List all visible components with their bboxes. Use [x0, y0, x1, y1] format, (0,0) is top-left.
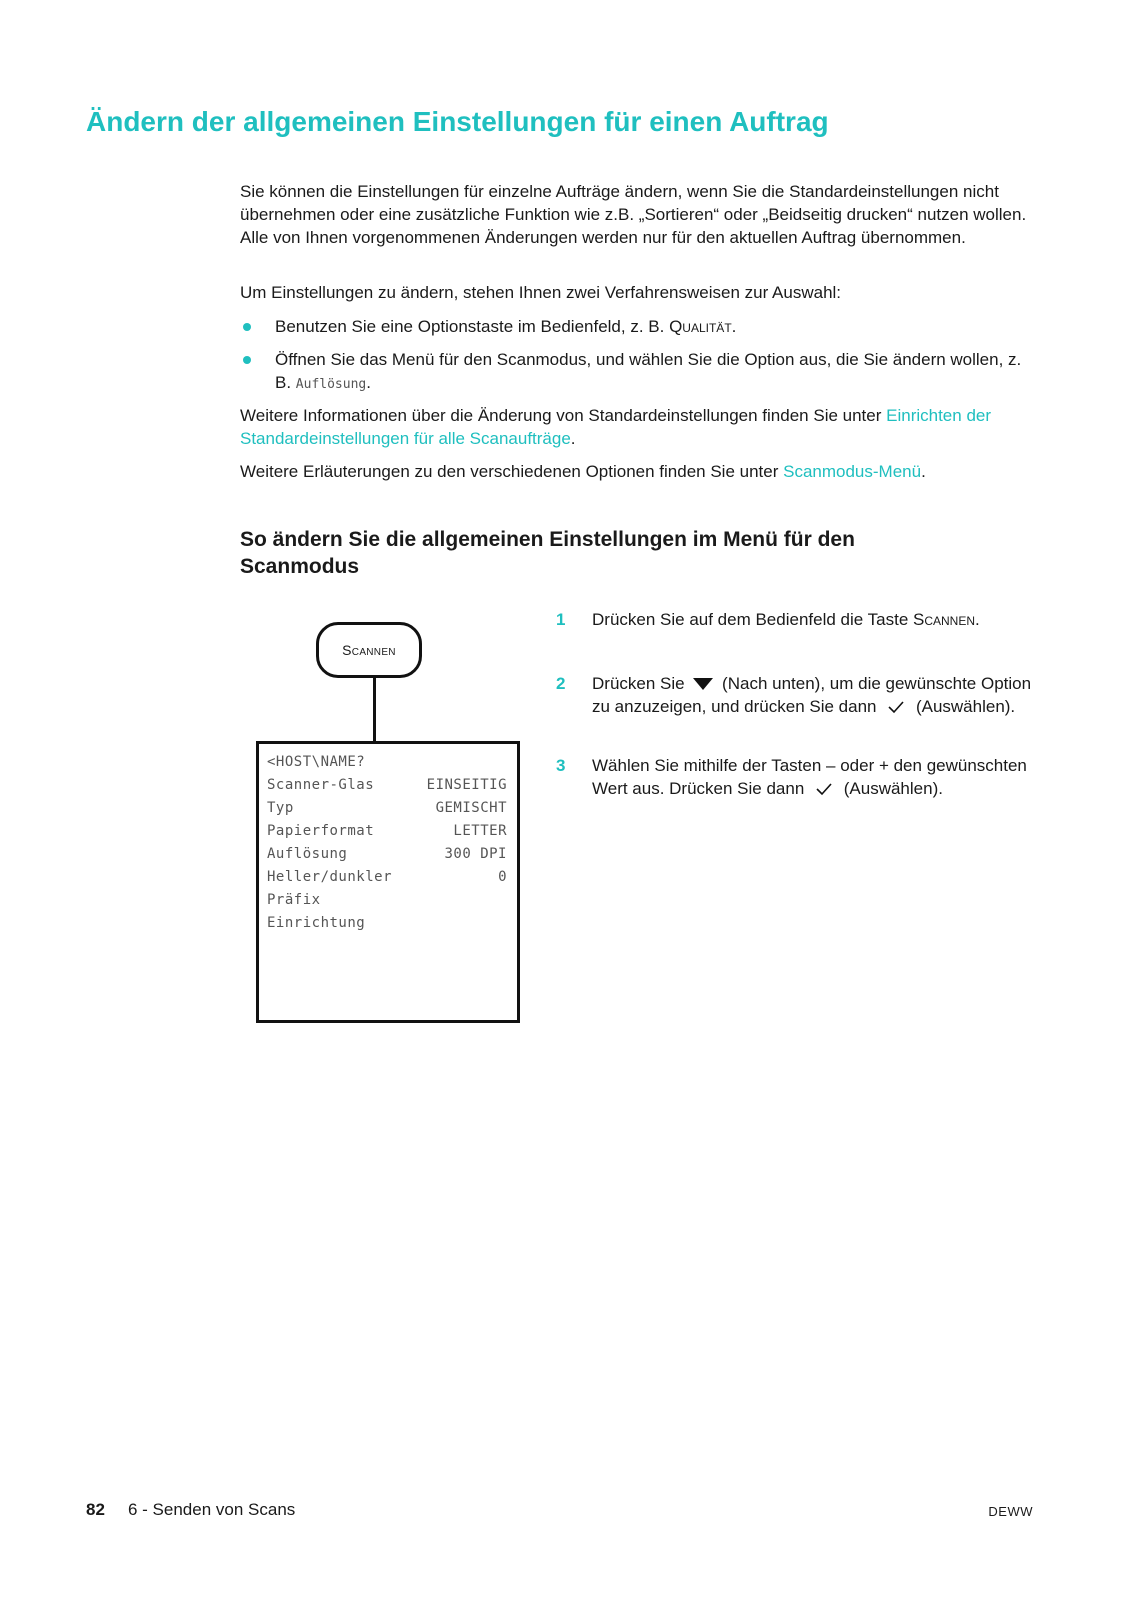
step-key-scan: Scannen	[913, 610, 976, 629]
info-paragraph-1	[240, 404, 1040, 450]
step-1-end: .	[975, 610, 980, 629]
lcd-row-value: LETTER	[453, 823, 507, 839]
step-3-post: (Auswählen).	[839, 779, 943, 798]
chapter-title: 6 - Senden von Scans	[128, 1500, 296, 1519]
step-number: 3	[556, 756, 566, 775]
bullet-text: Benutzen Sie eine Optionstaste im Bedienfeld, z. B.	[275, 317, 670, 336]
info-2-lead: Weitere Erläuterungen zu den verschiedenen Optionen finden Sie unter	[240, 462, 784, 481]
lcd-row-label: Heller/dunkler	[267, 869, 393, 885]
lcd-row	[267, 777, 507, 799]
bullet-key-quality: Qualität	[669, 317, 732, 336]
lcd-display	[256, 741, 520, 1023]
section-heading: So ändern Sie die allgemeinen Einstellungen im Menü für den Scanmodus	[240, 528, 855, 578]
page-number: 82	[86, 1500, 105, 1519]
intro-text: Sie können die Einstellungen für einzelne Aufträge ändern, wenn Sie die Standardeinstellungen nicht übernehmen oder eine zusätzliche Funktion wie z.B. „Sortieren“ oder „Beidseitig drucken“ nutzen wollen. Alle von Ihnen vorgenommenen Änderungen werden nur für den aktuellen Auftrag übernommen.	[240, 182, 1027, 247]
step-1-text: Drücken Sie auf dem Bedienfeld die Taste	[592, 610, 913, 629]
lcd-row	[267, 823, 507, 845]
bullet-dot-icon	[243, 356, 251, 364]
connector-line	[373, 678, 376, 741]
info-paragraph-2	[240, 460, 1040, 483]
lcd-row	[267, 915, 507, 937]
intro-paragraph	[240, 180, 1040, 249]
step-3-pre: Wählen Sie mithilfe der Tasten – oder + den gewünschten Wert aus. Drücken Sie dann	[592, 756, 1027, 798]
lcd-row-value: 0	[498, 869, 507, 885]
bullet-key-resolution: Auflösung	[295, 377, 367, 392]
lcd-row-value: GEMISCHT	[435, 800, 507, 816]
methods-intro	[240, 281, 1040, 304]
lcd-row-label: Präfix	[267, 892, 321, 908]
step-text	[592, 754, 1032, 800]
lcd-row	[267, 754, 507, 776]
methods-intro-text: Um Einstellungen zu ändern, stehen Ihnen zwei Verfahrensweisen zur Auswahl:	[240, 283, 842, 302]
lcd-row-value: 300 DPI	[444, 846, 507, 862]
lcd-row	[267, 892, 507, 914]
info-2-end: .	[921, 462, 926, 481]
lcd-row-label: Papierformat	[267, 823, 375, 839]
info-1-text	[240, 404, 1040, 450]
lcd-row	[267, 800, 507, 822]
lcd-row-value: EINSEITIG	[426, 777, 507, 793]
lcd-row-label: Auflösung	[267, 846, 348, 862]
link-standard-settings[interactable]: Einrichten der Standardeinstellungen für alle Scanaufträge	[240, 406, 992, 448]
lcd-row-label: Scanner-Glas	[267, 777, 375, 793]
checkmark-icon	[887, 700, 905, 714]
info-1-lead: Weitere Informationen über die Änderung von Standardeinstellungen finden Sie unter	[240, 406, 887, 425]
link-scanmode-menu[interactable]: Scanmodus-Menü	[783, 462, 922, 481]
lcd-row-label: <HOST\NAME?	[267, 754, 366, 770]
lcd-row-label: Einrichtung	[267, 915, 366, 931]
info-2-text	[240, 460, 1040, 483]
bullet-end: .	[731, 317, 737, 336]
step-text	[592, 672, 1032, 718]
step-text	[592, 608, 1032, 631]
scan-button-illustration: Scannen	[316, 622, 422, 678]
bullet-dot-icon	[243, 323, 251, 331]
info-1-end: .	[570, 429, 576, 448]
step-number: 2	[556, 674, 566, 693]
document-code: DEWW	[988, 1504, 1033, 1519]
page-title: Ändern der allgemeinen Einstellungen für einen Auftrag	[86, 106, 829, 137]
step-2-pre: Drücken Sie	[592, 674, 690, 693]
checkmark-icon	[815, 782, 833, 796]
bullet-end: .	[366, 373, 371, 392]
lcd-row-label: Typ	[267, 800, 294, 816]
lcd-row	[267, 869, 507, 891]
lcd-row	[267, 846, 507, 868]
step-number: 1	[556, 610, 566, 629]
down-arrow-icon	[693, 678, 713, 690]
step-2-post: (Auswählen).	[911, 697, 1016, 716]
bullet-text: Öffnen Sie das Menü für den Scanmodus, und wählen Sie die Option aus, die Sie ändern wollen, z. B.	[275, 350, 1022, 392]
step-2-mid: (Nach unten), um die gewünschte Option zu anzuzeigen, und drücken Sie dann	[592, 674, 1032, 716]
